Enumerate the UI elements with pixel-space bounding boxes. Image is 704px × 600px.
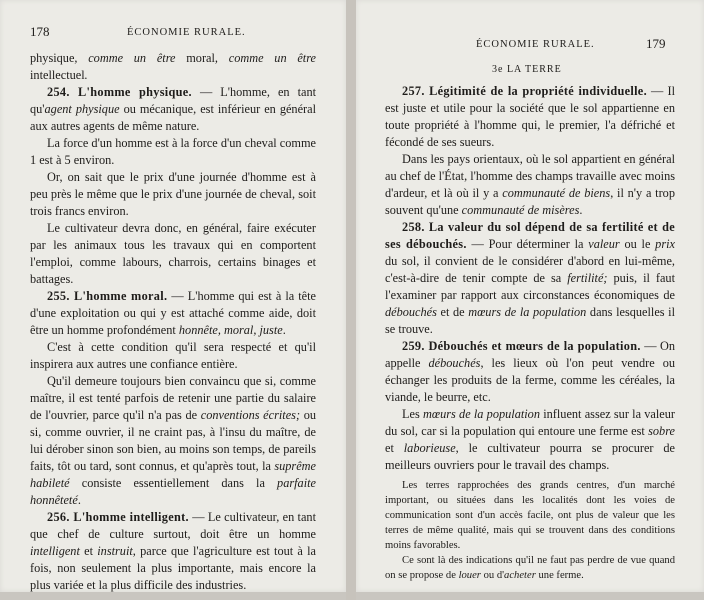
italic-phrase: intelligent <box>30 544 80 558</box>
italic-phrase: mœurs de la population <box>423 407 540 421</box>
body-text: Qu'il demeure toujours bien convaincu que si, comme maître, il est tenté parfois de retenir une partie du salaire de l'ouvrier, parce qu'il n'a pas de <box>30 374 316 422</box>
left-page-number: 178 <box>30 24 50 39</box>
right-page <box>356 0 704 592</box>
italic-phrase: communauté de misères <box>461 203 580 217</box>
italic-phrase: valeur <box>588 237 620 251</box>
body-text: , parce que l'agriculture est tout à la fois, non seulement la plus importante, mais encore la plus variée et la plus difficile des industries. <box>30 544 316 592</box>
body-text: , les lieux où l'on peut vendre ou échanger les produits de la ferme, comme les céréales, la viande, le beurre, etc. <box>385 356 676 404</box>
left-running-head: ÉCONOMIE RURALE. <box>127 27 246 38</box>
italic-phrase: . <box>84 68 88 82</box>
right-page-number: 179 <box>646 36 666 51</box>
italic-phrase: débouchés <box>428 356 481 370</box>
body-text: . <box>282 323 286 337</box>
right-paragraph <box>385 219 675 338</box>
left-paragraph <box>30 135 316 169</box>
italic-phrase: prix <box>655 237 675 251</box>
italic-phrase: instruit <box>97 544 133 558</box>
left-paragraph <box>30 220 316 288</box>
italic-phrase: conventions écrites; <box>200 408 301 422</box>
body-text: et <box>79 544 98 558</box>
body-text: — On appelle <box>385 339 675 370</box>
italic-phrase: débouchés <box>385 305 437 319</box>
right-paragraph <box>385 338 675 406</box>
italic-phrase: laborieuse <box>403 441 456 455</box>
body-text: ou le <box>619 237 656 251</box>
body-text: moral <box>186 51 215 65</box>
italic-phrase: suprême habileté <box>30 459 316 490</box>
right-paragraph <box>385 151 675 219</box>
body-text: — Il est juste et utile pour la société que le sol appartienne en toute propriété à l'homme qui, le premier, l'a défriché et fécondé de ses sueurs. <box>385 84 675 149</box>
left-page <box>0 0 346 592</box>
left-paragraph <box>30 50 316 84</box>
italic-phrase: , comme un être <box>214 51 316 65</box>
body-text: physique <box>30 51 75 65</box>
italic-phrase: sobre <box>648 424 675 438</box>
right-paragraph <box>385 83 675 151</box>
article-heading: 254. L'homme physique. <box>47 85 192 99</box>
page-gutter <box>346 0 356 600</box>
right-paragraph <box>385 406 675 474</box>
section-title: 3e LA TERRE <box>492 64 562 75</box>
body-text: — Pour déterminer la <box>466 237 589 251</box>
body-text: C'est à cette condition qu'il sera respecté et qu'il inspirera aux autres une confiance entière. <box>30 340 316 371</box>
article-heading: 259. Débouchés et mœurs de la population. <box>402 339 641 353</box>
right-page-body <box>385 83 675 583</box>
right-note-paragraph <box>385 478 675 553</box>
italic-phrase: communauté de biens <box>502 186 611 200</box>
italic-phrase: acheter <box>504 570 536 581</box>
right-running-head: ÉCONOMIE RURALE. <box>476 39 595 50</box>
body-text: consiste essentiellement dans la <box>69 476 278 490</box>
italic-phrase: , comme un être <box>74 51 187 65</box>
right-note-paragraph <box>385 553 675 583</box>
body-text: influent assez sur la valeur du sol, car si la population qui entoure une ferme est <box>385 407 675 438</box>
italic-phrase: honnête, moral, juste <box>178 323 283 337</box>
italic-phrase: agent physique <box>44 102 120 116</box>
body-text: dans lesquelles il se trouve. <box>385 305 675 336</box>
body-text: La force d'un homme est à la force d'un cheval comme 1 est à 5 environ. <box>30 136 316 167</box>
body-text: Les terres rapprochées des grands centres, d'un marché important, ou situées dans les localités dont les voies de communication sont d'un accès facile, ont plus de valeur que les terres de même qualité, mais qui se trouvent dans des conditions moins favorables. <box>385 480 675 551</box>
italic-phrase: louer <box>458 570 481 581</box>
body-text: Les <box>402 407 423 421</box>
body-text: du sol, il convient de le considérer d'abord en lui-même, c'est-à-dire de tenir compte de sa <box>385 254 675 285</box>
left-paragraph <box>30 373 316 509</box>
italic-phrase: mœurs de la population <box>468 305 587 319</box>
body-text: et <box>385 441 404 455</box>
article-heading: 257. Légitimité de la propriété individuelle. <box>402 84 647 98</box>
body-text: , il n'y a trop souvent qu'une <box>385 186 675 217</box>
body-text: ou si, comme ouvrier, il ne craint pas, à l'insu du maître, de lui dérober sinon son bien, au moins son temps, de pareils faits, tôt ou tard, sont connus, et qu'après tout, la <box>30 408 317 473</box>
body-text: Ce sont là des indications qu'il ne faut pas perdre de vue quand on se propose de <box>385 555 675 581</box>
body-text: et de <box>436 305 469 319</box>
left-paragraph <box>30 509 316 594</box>
body-text: , le cultivateur pourra se procurer de meilleurs ouvriers pour le travail des champs. <box>385 441 675 472</box>
body-text: ou mécanique, est inférieur en général aux autres agents de même nature. <box>30 102 317 133</box>
left-paragraph <box>30 339 316 373</box>
body-text: — L'homme qui est à la tête d'une exploitation ou qui y est attaché comme aide, doit être un homme profondément <box>30 289 316 337</box>
left-paragraph <box>30 169 316 220</box>
left-page-body <box>30 50 316 594</box>
body-text: — L'homme, en tant qu' <box>30 85 317 116</box>
italic-phrase: parfaite honnêteté <box>30 476 316 507</box>
body-text: . <box>77 493 81 507</box>
body-text: . <box>579 203 583 217</box>
article-heading: 256. L'homme intelligent. <box>47 510 189 524</box>
body-text: une ferme. <box>535 570 584 581</box>
body-text: — Le cultivateur, en tant que chef de culture surtout, doit être un homme <box>30 510 316 541</box>
body-text: puis, il faut l'examiner par rapport aux circonstances économiques de <box>385 271 676 302</box>
body-text: ou d' <box>480 570 505 581</box>
body-text: Dans les pays orientaux, où le sol appartient en général au chef de l'État, l'homme des champs travaille avec moins d'ardeur, et là où il y a <box>385 152 675 200</box>
italic-phrase: fertilité; <box>567 271 608 285</box>
article-heading: 255. L'homme moral. <box>47 289 168 303</box>
article-heading: 258. La valeur du sol dépend de sa fertilité et de ses débouchés. <box>385 220 675 251</box>
left-paragraph <box>30 84 316 135</box>
body-text: intellectuel <box>30 68 85 82</box>
left-paragraph <box>30 288 316 339</box>
body-text: Or, on sait que le prix d'une journée d'homme est à peu près le même que le prix d'une journée de cheval, soit trois francs environ. <box>30 170 316 218</box>
body-text: Le cultivateur devra donc, en général, faire exécuter par les animaux tous les travaux qui en comportent l'emploi, comme labours, charrois, certains binages et battages. <box>30 221 316 286</box>
